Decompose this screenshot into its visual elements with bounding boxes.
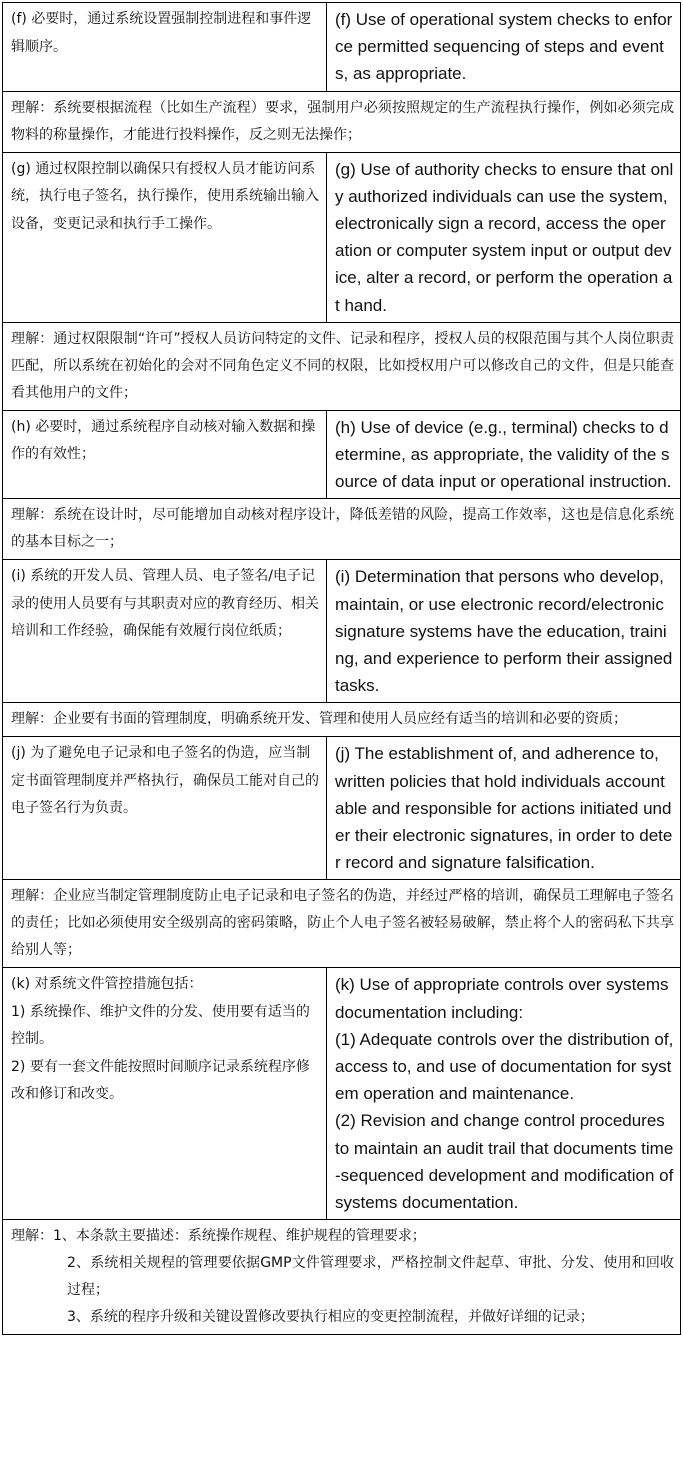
clause-k-zh-line: 2) 要有一套文件能按照时间顺序记录系统程序修改和修订和改变。 [11, 1058, 310, 1103]
clause-k-en-line: (1) Adequate controls over the distribution of, access to, and use of documentation for system operation and maintenance. [335, 1029, 674, 1104]
clause-k-note-line: 理解：1、本条款主要描述：系统操作规程、维护规程的管理要求； [11, 1228, 426, 1245]
table-row-h-note [3, 499, 681, 560]
clause-k-en-line: (k) Use of appropriate controls over systems documentation including: [335, 975, 669, 1022]
clause-k-en-line: (2) Revision and change control procedures to maintain an audit trail that documents time-sequenced development and modification of systems documentation. [335, 1111, 674, 1213]
table-row-f-note [3, 91, 681, 152]
clause-g-note: 理解：通过权限限制“许可”授权人员访问特定的文件、记录和程序，授权人员的权限范围与其个人岗位职责匹配，所以系统在初始化的会对不同角色定义不同的权限，比如授权用户可以修改自己的文件，但是只能查看其他用户的文件； [3, 322, 681, 410]
table-row-h [3, 410, 681, 499]
clause-k-note-line: 2、系统相关规程的管理要依据GMP文件管理要求，严格控制文件起草、审批、分发、使用和回收过程； [67, 1255, 674, 1299]
clause-g-en: (g) Use of authority checks to ensure that only authorized individuals can use the system, electronically sign a record, access the operation or computer system input or output device, alter a record, or perform the operation at hand. [327, 152, 681, 322]
clause-i-note: 理解：企业要有书面的管理制度，明确系统开发、管理和使用人员应经有适当的培训和必要的资质； [3, 703, 681, 737]
clause-f-note: 理解：系统要根据流程（比如生产流程）要求，强制用户必须按照规定的生产流程执行操作，例如必须完成物料的称量操作，才能进行投料操作，反之则无法操作； [3, 91, 681, 152]
clause-h-en: (h) Use of device (e.g., terminal) checks to determine, as appropriate, the validity of the source of data input or operational instruction. [327, 410, 681, 499]
clause-f-zh: (f) 必要时，通过系统设置强制控制进程和事件逻辑顺序。 [3, 3, 327, 92]
table-row-k-note [3, 1220, 681, 1335]
clause-i-zh: (i) 系统的开发人员、管理人员、电子签名/电子记录的使用人员要有与其职责对应的教育经历、相关培训和工作经验，确保能有效履行岗位纸质； [3, 560, 327, 703]
clause-k-en [327, 968, 681, 1220]
clause-j-en: (j) The establishment of, and adherence to, written policies that hold individuals accountable and responsible for actions initiated under their electronic signatures, in order to deter record and signature falsification. [327, 737, 681, 880]
clause-k-note [3, 1220, 681, 1335]
clause-j-zh: (j) 为了避免电子记录和电子签名的伪造，应当制定书面管理制度并严格执行，确保员工能对自己的电子签名行为负责。 [3, 737, 327, 880]
clause-g-zh: (g) 通过权限控制以确保只有授权人员才能访问系统，执行电子签名，执行操作，使用系统输出输入设备，变更记录和执行手工操作。 [3, 152, 327, 322]
clause-k-zh-line: (k) 对系统文件管控措施包括： [11, 976, 203, 993]
table-row-g-note [3, 322, 681, 410]
table-row-k [3, 968, 681, 1220]
clause-f-en: (f) Use of operational system checks to enforce permitted sequencing of steps and events, as appropriate. [327, 3, 681, 92]
table-row-i [3, 560, 681, 703]
regulation-table [2, 2, 681, 1335]
clause-j-note: 理解：企业应当制定管理制度防止电子记录和电子签名的伪造，并经过严格的培训，确保员工理解电子签名的责任；比如必须使用安全级别高的密码策略，防止个人电子签名被轻易破解，禁止将个人的密码私下共享给别人等； [3, 880, 681, 968]
clause-h-note: 理解：系统在设计时，尽可能增加自动核对程序设计，降低差错的风险，提高工作效率，这也是信息化系统的基本目标之一； [3, 499, 681, 560]
clause-k-zh [3, 968, 327, 1220]
table-row-i-note [3, 703, 681, 737]
clause-i-en: (i) Determination that persons who develop, maintain, or use electronic record/electronic signature systems have the education, training, and experience to perform their assigned tasks. [327, 560, 681, 703]
clause-h-zh: (h) 必要时，通过系统程序自动核对输入数据和操作的有效性； [3, 410, 327, 499]
table-row-g [3, 152, 681, 322]
table-row-f [3, 3, 681, 92]
table-row-j [3, 737, 681, 880]
clause-k-zh-line: 1) 系统操作、维护文件的分发、使用要有适当的控制。 [11, 1003, 310, 1048]
clause-k-note-line: 3、系统的程序升级和关键设置修改要执行相应的变更控制流程，并做好详细的记录； [67, 1309, 594, 1326]
table-row-j-note [3, 880, 681, 968]
